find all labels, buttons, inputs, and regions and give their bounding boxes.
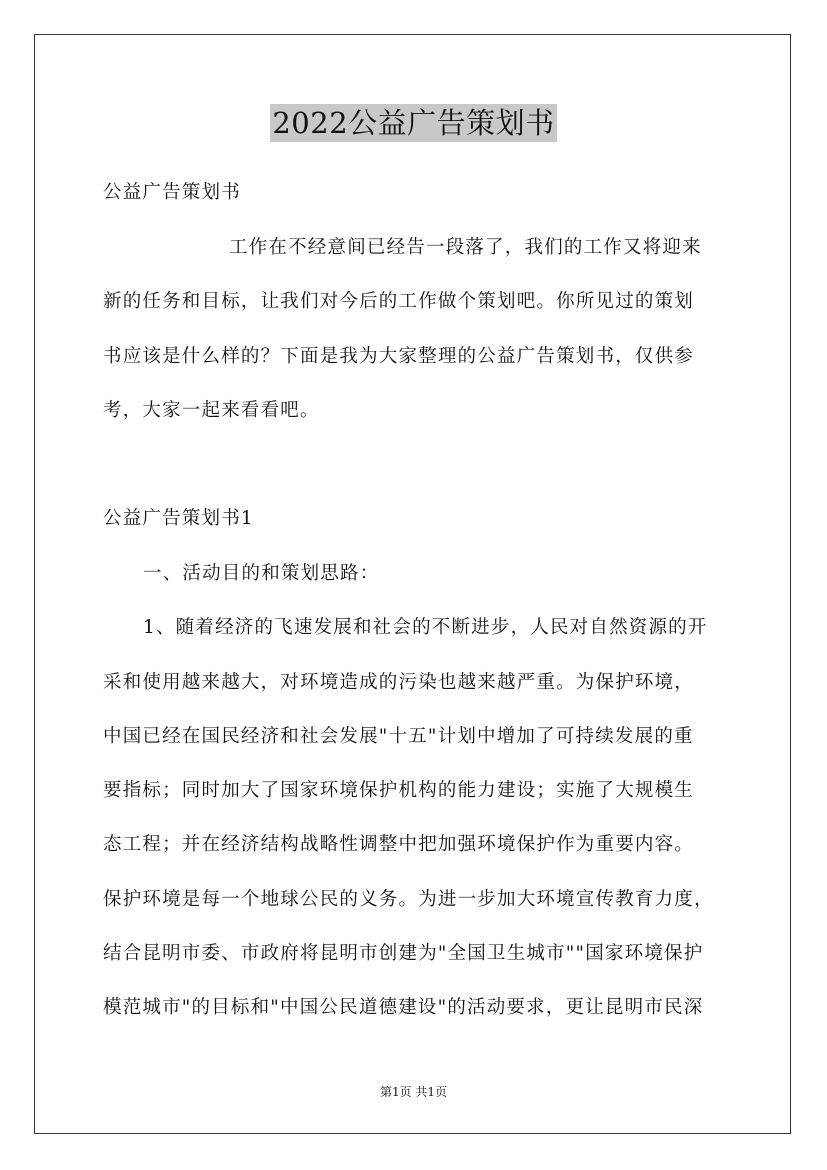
heading-1: 公益广告策划书 — [103, 182, 241, 203]
body-line: 采和使用越来越大，对环境造成的污染也越来越严重。为保护环境， — [103, 672, 695, 693]
body-line: 结合昆明市委、市政府将昆明市创建为"全国卫生城市""国家环境保护 — [103, 943, 704, 964]
subheading: 一、活动目的和策划思路： — [143, 563, 380, 584]
title-container — [0, 104, 827, 142]
body-line: 中国已经在国民经济和社会发展"十五"计划中增加了可持续发展的重 — [103, 726, 694, 747]
intro-line: 考，大家一起来看看吧。 — [103, 400, 320, 421]
intro-line: 工作在不经意间已经告一段落了，我们的工作又将迎来 — [229, 237, 702, 258]
document-title: 2022公益广告策划书 — [272, 106, 555, 140]
body-line: 模范城市"的目标和"中国公民道德建设"的活动要求，更让昆明市民深 — [103, 997, 704, 1018]
section-title: 公益广告策划书1 — [103, 508, 254, 529]
intro-line: 书应该是什么样的？下面是我为大家整理的公益广告策划书，仅供参 — [103, 346, 695, 367]
page-footer: 第1页 共1页 — [379, 1085, 448, 1099]
body-line: 保护环境是每一个地球公民的义务。为进一步加大环境宣传教育力度， — [103, 889, 714, 910]
body-line: 要指标；同时加大了国家环境保护机构的能力建设；实施了大规模生 — [103, 780, 695, 801]
intro-line: 新的任务和目标，让我们对今后的工作做个策划吧。你所见过的策划 — [103, 291, 695, 312]
body-line: 态工程；并在经济结构战略性调整中把加强环境保护作为重要内容。 — [103, 834, 695, 855]
body-line: 1、随着经济的飞速发展和社会的不断进步，人民对自然资源的开 — [143, 617, 708, 638]
